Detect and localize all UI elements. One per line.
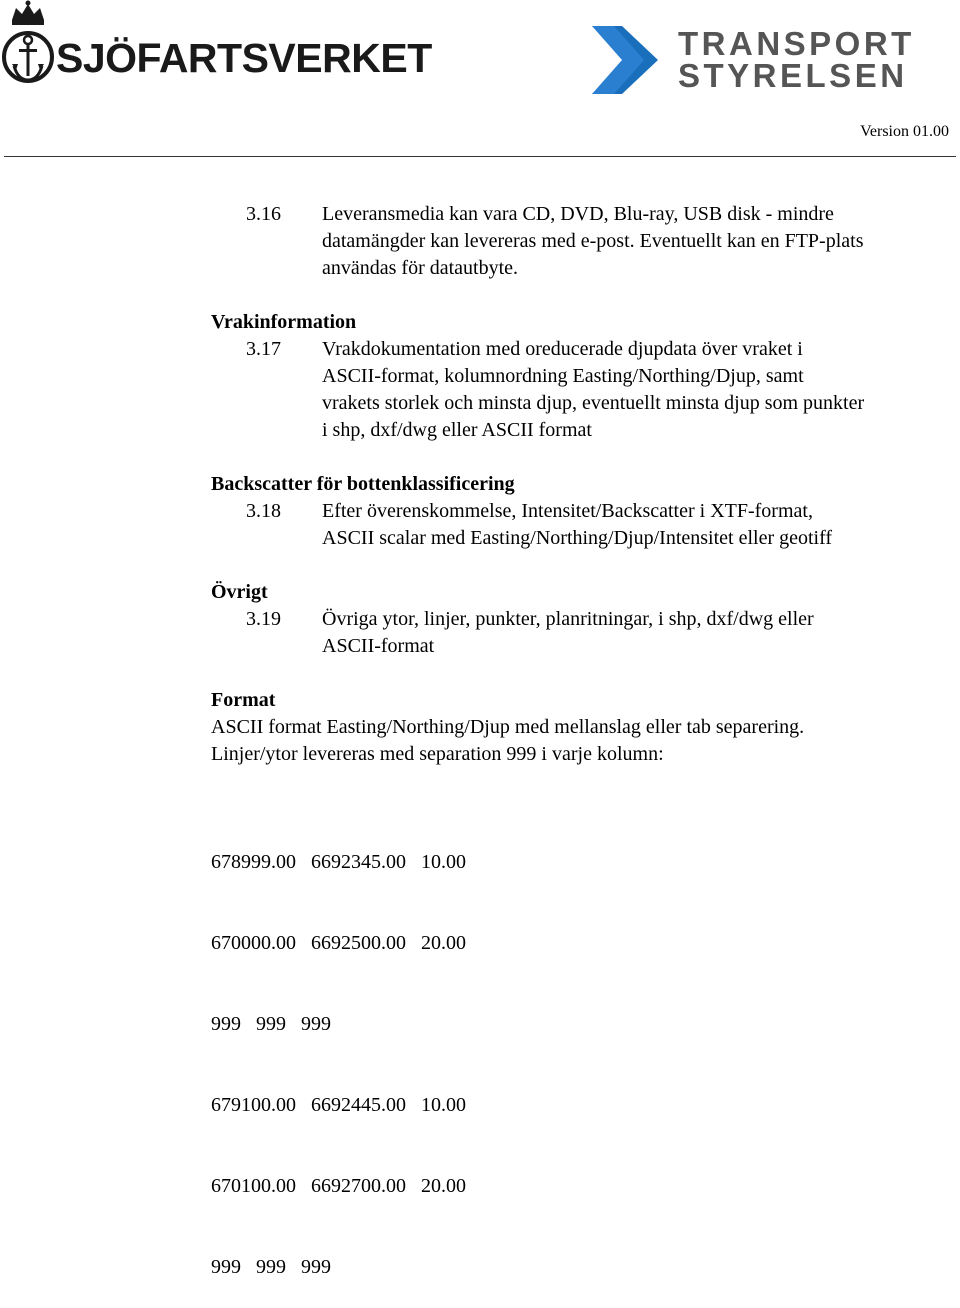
section-3-16-text	[322, 201, 863, 282]
heading-vrakinformation: Vrakinformation	[211, 311, 357, 333]
section-3-19-text	[322, 606, 814, 660]
coordinate-row: 679100.00 6692445.00 10.00	[211, 1094, 466, 1116]
text-line: ASCII-format, kolumnordning Easting/Northing/Djup, samt	[322, 365, 804, 387]
text-line: i shp, dxf/dwg eller ASCII format	[322, 419, 592, 441]
format-text	[211, 714, 804, 768]
coordinate-row: 670100.00 6692700.00 20.00	[211, 1175, 466, 1197]
text-line: användas för datautbyte.	[322, 257, 519, 279]
coordinate-row: 670000.00 6692500.00 20.00	[211, 932, 466, 954]
header-divider	[4, 156, 956, 157]
transportstyrelsen-line1: TRANSPORT	[678, 25, 915, 62]
transportstyrelsen-mark-icon	[592, 26, 658, 94]
text-line: Övriga ytor, linjer, punkter, planritningar, i shp, dxf/dwg eller	[322, 608, 814, 630]
crown-anchor-icon	[0, 0, 60, 96]
text-line: Linjer/ytor levereras med separation 999 i varje kolumn:	[211, 743, 664, 765]
text-line: ASCII format Easting/Northing/Djup med mellanslag eller tab separering.	[211, 716, 805, 738]
section-number-3-17: 3.17	[246, 338, 281, 360]
section-number-3-16: 3.16	[246, 203, 281, 225]
coordinate-row: 999 999 999	[211, 1256, 331, 1278]
text-line: ASCII scalar med Easting/Northing/Djup/Intensitet eller geotiff	[322, 527, 833, 549]
section-3-17-text	[322, 336, 864, 444]
heading-backscatter: Backscatter för bottenklassificering	[211, 473, 515, 495]
version-label: Version 01.00	[860, 123, 949, 140]
text-line: vrakets storlek och minsta djup, eventuellt minsta djup som punkter	[322, 392, 865, 414]
heading-format: Format	[211, 689, 276, 711]
section-3-18-text	[322, 498, 832, 552]
text-line: Efter överenskommelse, Intensitet/Backscatter i XTF-format,	[322, 500, 813, 522]
text-line: ASCII-format	[322, 635, 435, 657]
transportstyrelsen-line2: STYRELSEN	[678, 57, 908, 94]
coordinate-row: 999 999 999	[211, 1013, 331, 1035]
text-line: Leveransmedia kan vara CD, DVD, Blu-ray, USB disk - mindre	[322, 203, 834, 225]
section-number-3-18: 3.18	[246, 500, 281, 522]
text-line: Vrakdokumentation med oreducerade djupdata över vraket i	[322, 338, 803, 360]
section-number-3-19: 3.19	[246, 608, 281, 630]
heading-ovrigt: Övrigt	[211, 581, 268, 603]
sjofartsverket-wordmark: SJÖFARTSVERKET	[56, 35, 432, 81]
coordinate-list	[211, 795, 466, 1308]
coordinate-row: 678999.00 6692345.00 10.00	[211, 851, 466, 873]
text-line: datamängder kan levereras med e-post. Eventuellt kan en FTP-plats	[322, 230, 864, 252]
transportstyrelsen-wordmark	[678, 25, 915, 94]
